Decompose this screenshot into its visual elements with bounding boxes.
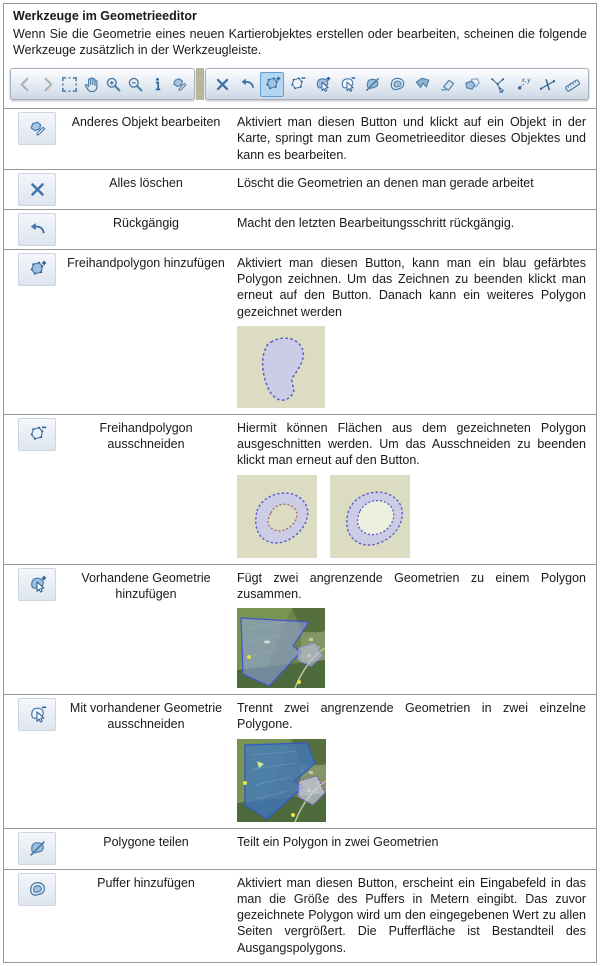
zoom-in-button[interactable] <box>103 72 124 97</box>
add-freehand-polygon-button[interactable] <box>260 72 284 97</box>
table-row <box>4 415 596 565</box>
zoom-out-icon <box>126 75 145 94</box>
cut-existing-geometry-button[interactable] <box>335 72 359 97</box>
clear-all-icon <box>27 179 48 200</box>
cut-freehand-polygon-icon <box>27 424 48 445</box>
add-existing-geometry-icon <box>27 574 48 595</box>
pan-hand-icon <box>82 75 101 94</box>
undo-button[interactable] <box>235 72 259 97</box>
zoom-out-button[interactable] <box>125 72 146 97</box>
table-row <box>4 170 596 210</box>
edit-other-object-button[interactable] <box>18 112 56 145</box>
table-row <box>4 870 596 962</box>
edit-other-object-icon <box>170 75 189 94</box>
tool-description: Aktiviert man diesen Button, kann man ein blau gefärbtes Polygon zeichnen. Um das Zeichnen zu beenden klickt man erneut auf den Button. Danach kann ein weiteres Polygon gezeichnet werden <box>237 255 586 319</box>
forward-icon <box>38 75 57 94</box>
info-icon <box>148 75 167 94</box>
edit-other-object-button[interactable] <box>169 72 190 97</box>
back-icon <box>16 75 35 94</box>
doc-header <box>4 4 596 61</box>
clear-all-icon <box>213 75 232 94</box>
clear-all-button[interactable] <box>18 173 56 206</box>
fill-area-icon <box>413 75 432 94</box>
tool-table <box>4 108 596 962</box>
intro-text: Wenn Sie die Geometrie eines neuen Kartierobjektes erstellen oder bearbeiten, scheinen die folgende Werkzeuge zusätzlich in der Werkzeugleiste. <box>13 26 587 57</box>
add-freehand-polygon-icon <box>27 259 48 280</box>
tool-name: Puffer hinzufügen <box>97 875 195 890</box>
pan-button[interactable] <box>81 72 102 97</box>
undo-button[interactable] <box>18 213 56 246</box>
measure-button[interactable] <box>560 72 584 97</box>
tool-description: Fügt zwei angrenzende Geometrien zu einem Polygon zusammen. <box>237 570 586 601</box>
edit-other-object-icon <box>27 118 48 139</box>
clear-all-button[interactable] <box>210 72 234 97</box>
polygon-hole-result-image <box>330 475 410 558</box>
add-buffer-button[interactable] <box>385 72 409 97</box>
table-row <box>4 829 596 870</box>
cut-existing-geometry-icon <box>27 704 48 725</box>
tool-name: Freihandpolygon hinzufügen <box>67 255 225 270</box>
eraser-icon <box>438 75 457 94</box>
tool-name: Rückgängig <box>112 215 179 230</box>
tool-description: Löscht die Geometrien an denen man gerade arbeitet <box>237 175 534 190</box>
tool-name: Alles löschen <box>109 175 183 190</box>
edit-vertices-icon <box>488 75 507 94</box>
info-button[interactable] <box>147 72 168 97</box>
table-row <box>4 109 596 170</box>
drawn-freehand-polygon-map-image <box>237 326 325 408</box>
zoom-extent-icon <box>60 75 79 94</box>
tool-description: Teilt ein Polygon in zwei Geometrien <box>237 834 439 849</box>
table-row <box>4 695 596 829</box>
tool-name: Freihandpolygon ausschneiden <box>99 420 193 451</box>
aerial-adjacent-geometries-image <box>237 608 325 688</box>
tool-name: Polygone teilen <box>103 834 189 849</box>
add-freehand-polygon-icon <box>263 75 282 94</box>
copy-geometry-icon <box>463 75 482 94</box>
tool-name: Mit vorhandener Geometrie ausschneiden <box>69 701 223 732</box>
split-polygon-button[interactable] <box>360 72 384 97</box>
zoom-extent-button[interactable] <box>59 72 80 97</box>
split-polygon-icon <box>363 75 382 94</box>
aerial-selected-geometry-image <box>237 739 326 822</box>
tool-name: Anderes Objekt bearbeiten <box>71 115 221 130</box>
help-page <box>3 3 597 963</box>
tool-description: Hiermit können Flächen aus dem gezeichneten Polygon ausgeschnitten werden. Um das Ausschneiden zu beenden klickt man erneut auf den Button. <box>237 420 586 468</box>
tool-description: Aktiviert man diesen Button, erscheint ein Eingabefeld in das man die Größe des Puffers in Metern eingibt. Das zuvor gezeichnete Polygon wird um den eingegebenen Wert zu allen Seiten vergrößert. Die Pufferfläche ist Bestandteil des Ausgangspolygons. <box>237 875 586 955</box>
cut-freehand-polygon-icon <box>288 75 307 94</box>
edit-vertices-button[interactable] <box>485 72 509 97</box>
tool-description: Macht den letzten Bearbeitungsschritt rückgängig. <box>237 215 515 230</box>
undo-icon <box>27 219 48 240</box>
split-line-icon <box>538 75 557 94</box>
forward-button[interactable] <box>37 72 58 97</box>
add-existing-geometry-button[interactable] <box>310 72 334 97</box>
toolbar-edit-panel <box>205 68 589 100</box>
toolbar-separator <box>196 68 204 100</box>
table-row <box>4 565 596 696</box>
split-line-button[interactable] <box>535 72 559 97</box>
table-row <box>4 250 596 415</box>
fill-area-button[interactable] <box>410 72 434 97</box>
add-buffer-icon <box>27 879 48 900</box>
back-button[interactable] <box>15 72 36 97</box>
add-freehand-polygon-button[interactable] <box>18 253 56 286</box>
toolbar <box>10 68 590 100</box>
measure-icon <box>563 75 582 94</box>
add-buffer-icon <box>388 75 407 94</box>
page-title: Werkzeuge im Geometrieeditor <box>13 9 197 23</box>
tool-description: Aktiviert man diesen Button und klickt auf ein Objekt in der Karte, springt man zum Geometrieeditor dieses Objektes und kann es bearbeiten. <box>237 115 586 162</box>
add-buffer-button[interactable] <box>18 873 56 906</box>
tool-name: Vorhandene Geometrie hinzufügen <box>81 570 211 601</box>
cut-freehand-polygon-button[interactable] <box>18 418 56 451</box>
cut-existing-geometry-icon <box>338 75 357 94</box>
set-point-xy-button[interactable] <box>510 72 534 97</box>
split-polygon-icon <box>27 838 48 859</box>
add-existing-geometry-icon <box>313 75 332 94</box>
split-polygon-button[interactable] <box>18 832 56 865</box>
eraser-button[interactable] <box>435 72 459 97</box>
zoom-in-icon <box>104 75 123 94</box>
undo-icon <box>238 75 257 94</box>
cut-freehand-polygon-button[interactable] <box>285 72 309 97</box>
tool-description: Trennt zwei angrenzende Geometrien in zwei einzelne Polygone. <box>237 701 586 732</box>
toolbar-nav-panel <box>10 68 195 100</box>
copy-geometry-button[interactable] <box>460 72 484 97</box>
polygon-hole-cutting-image <box>237 475 317 558</box>
set-point-xy-icon <box>513 75 532 94</box>
cut-existing-geometry-button[interactable] <box>18 698 56 731</box>
add-existing-geometry-button[interactable] <box>18 568 56 601</box>
table-row <box>4 210 596 250</box>
